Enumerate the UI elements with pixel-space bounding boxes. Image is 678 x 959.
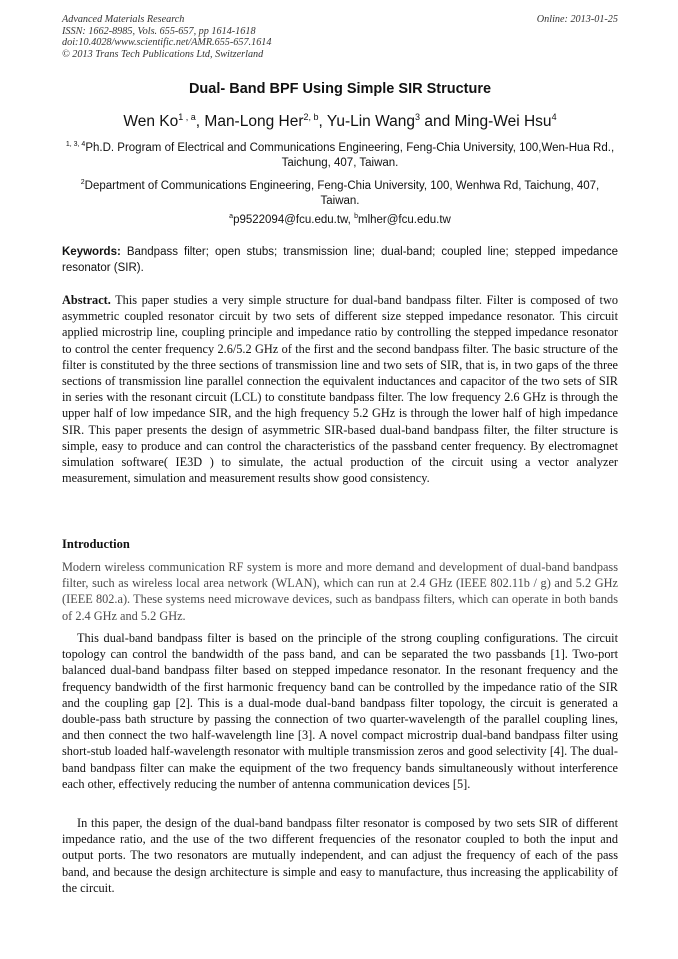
keywords-label: Keywords: bbox=[62, 246, 121, 258]
author-sup: 4 bbox=[551, 112, 557, 122]
affiliation-2 bbox=[62, 175, 618, 210]
email-address[interactable]: p9522094@fcu.edu.tw, bbox=[233, 213, 355, 226]
affiliation-text: Ph.D. Program of Electrical and Communications Engineering, Feng-Chia University, 100,Wen-Hua Rd., Taichung, 407, Taiwan. bbox=[85, 141, 615, 170]
paper-title: Dual- Band BPF Using Simple SIR Structure bbox=[188, 81, 492, 97]
affiliation-text: Department of Communications Engineering, Feng-Chia University, 100, Wenhwa Rd, Taichung, 407, Taiwan. bbox=[84, 179, 600, 208]
author-sep: and bbox=[420, 113, 455, 131]
journal-header bbox=[62, 14, 618, 60]
email-sup: b bbox=[354, 213, 358, 220]
affiliation-sup: 2 bbox=[80, 179, 85, 186]
doi-line: doi:10.4028/www.scientific.net/AMR.655-657.1614 bbox=[62, 37, 272, 49]
abstract-text: This paper studies a very simple structure for dual-band bandpass filter. Filter is composed of two asymmetric coupled resonator circuit by two sets of different size stepped impedance resonator. This circuit applied microstrip line, coupling principle and impedance ratio by controlling the stepped impedance resonator to control the center frequency 2.6/5.2 GHz of the first and the second bandpass filter. The basic structure of the filter is constituted by the three sections of transmission line and two sets of SIR, that is, in two gaps of the three sections of transmission line parallel connection the equivalent inductances and capacitor of the two sets of SIR in series with the resonant circuit (LCL) to constitute bandpass filter. The low frequency 2.6 GHz is through the upper half of low impedance SIR, and the high frequency 5.2 GHz is through the lower half of high impedance SIR. This paper presents the design of asymmetric SIR-based dual-band bandpass filter, the filter structure is simple, easy to produce and can control the characteristics of the passband center frequency. By electromagnet simulation software( IE3D ) to simulate, the actual production of the circuit using a vector analyzer measurement, simulation and measurement results show good consistency. bbox=[62, 293, 618, 486]
author-sup: 3 bbox=[415, 112, 421, 122]
intro-paragraph-2: This dual-band bandpass filter is based on the principle of the strong coupling configurations. The circuit topology can control the bandwidth of the pass band, and can be separated the two passbands [1]. Two-port balanced dual-band bandpass filter based on stepped impedance resonator. In the resonant frequency and the frequency bandwidth of the first harmonic frequency band can be controlled by the impedance ratio of the SIR and the coupling gap [2]. This is a dual-mode dual-band bandpass filter topology, the circuit is generated a double-pass bath structure by passing the connection of two quarter-wavelength of the parallel coupling lines, and then connect the two half-wavelength line [3]. A novel compact microstrip dual-band bandpass filter using short-stub loaded half-wavelength resonator with multiple transmission zeros and good selectivity [4]. The dual-band bandpass filter can make the equipment of the two frequency bands simultaneously without interference each other, effectively reducing the number of antenna communication devices [5]. bbox=[62, 631, 618, 791]
affiliation-sup: 1, 3, 4 bbox=[65, 141, 86, 148]
keywords-text: Bandpass filter; open stubs; transmission line; dual-band; coupled line; stepped impedance resonator (SIR). bbox=[62, 246, 618, 274]
author-sep: , bbox=[318, 113, 327, 131]
abstract-label: Abstract. bbox=[62, 293, 111, 307]
author-list bbox=[62, 112, 618, 131]
author-name: Wen Ko bbox=[123, 113, 179, 131]
author-sup: 1 , a bbox=[178, 112, 196, 122]
section-heading-introduction: Introduction bbox=[62, 537, 130, 551]
affiliation-1 bbox=[62, 137, 618, 172]
keywords bbox=[62, 245, 618, 276]
issn-line: ISSN: 1662-8985, Vols. 655-657, pp 1614-1618 bbox=[62, 25, 256, 37]
author-name: Ming-Wei Hsu bbox=[454, 113, 552, 131]
email-address[interactable]: mlher@fcu.edu.tw bbox=[357, 213, 451, 226]
email-line bbox=[62, 209, 618, 228]
online-date: Online: 2013-01-25 bbox=[536, 14, 618, 25]
email-sup: a bbox=[229, 213, 234, 220]
author-name: Man-Long Her bbox=[204, 113, 304, 131]
author-sep: , bbox=[195, 113, 205, 131]
author-name: Yu-Lin Wang bbox=[326, 113, 416, 131]
abstract bbox=[62, 292, 618, 486]
author-sup: 2, b bbox=[303, 112, 319, 122]
intro-paragraph-3: In this paper, the design of the dual-band bandpass filter resonator is composed by two sets SIR of different impedance ratio, and the use of the two different frequencies of the resonator coupled to both the input and output ports. The two resonators are mutually independent, and can adjust the frequency of each of the pass band, and because the design architecture is simple and easy to manufacture, thus increasing the applicability of the circuit. bbox=[62, 816, 618, 895]
copyright-line: © 2013 Trans Tech Publications Ltd, Switzerland bbox=[62, 48, 264, 60]
intro-paragraph-1: Modern wireless communication RF system is more and more demand and development of dual-band bandpass filter, such as wireless local area network (WLAN), which can run at 2.4 GHz (IEEE 802.11b / g) and 5.2 GHz (IEEE 802.a). These systems need microwave devices, such as bandpass filters, which can operate in both bands of 2.4 GHz and 5.2 GHz. bbox=[62, 560, 618, 623]
journal-name: Advanced Materials Research bbox=[62, 14, 185, 25]
